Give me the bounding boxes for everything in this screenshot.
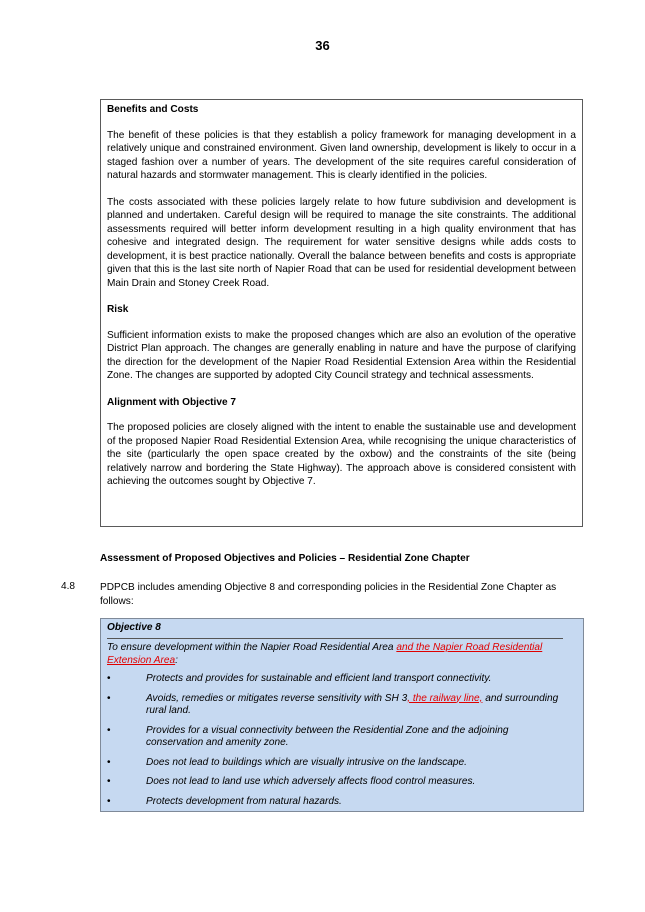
alignment-heading: Alignment with Objective 7: [107, 396, 236, 408]
risk-paragraph: Sufficient information exists to make the proposed changes which are also an evolution of the operative District Plan approach. The changes are generally enabling in nature and have the purpose of clarifying the direction for the development of the Napier Road Residential Extension Area within the Residential Zone. The changes are supported by adopted City Council strategy and technical assessments.: [107, 329, 576, 381]
bullet-icon: •: [107, 724, 111, 736]
list-item-text: Protects development from natural hazards.: [146, 795, 342, 807]
paragraph-text: PDPCB includes amending Objective 8 and corresponding policies in the Residential Zone Chapter as follows:: [100, 582, 557, 607]
list-item: [101, 776, 583, 789]
benefits-costs-box: [100, 99, 583, 527]
assessment-heading: Assessment of Proposed Objectives and Policies – Residential Zone Chapter: [100, 553, 470, 564]
list-item-text: Avoids, remedies or mitigates reverse sensitivity with SH 3: [146, 692, 408, 704]
list-item: [101, 725, 583, 750]
risk-heading: Risk: [107, 304, 129, 315]
bullet-icon: •: [107, 776, 111, 787]
benefits-paragraph-1: The benefit of these policies is that they establish a policy framework for managing development in a relatively unique and constrained environment. Given land ownership, development is likely to occur in a staged fashion over a number of years. The development of the site requires careful consideration of natural hazards and stormwater management. This is clearly identified in the policies.: [107, 129, 576, 181]
list-item-text: Protects and provides for sustainable and efficient land transport connectivity.: [146, 673, 492, 684]
list-item-text: Does not lead to land use which adversely affects flood control measures.: [146, 776, 476, 787]
list-item-text: and surrounding rural land.: [146, 692, 559, 716]
paragraph-number: 4.8: [61, 581, 76, 592]
bullet-icon: •: [107, 673, 111, 684]
inserted-text: and the Napier Road Residential Extension Area: [107, 642, 543, 666]
bullet-icon: •: [107, 692, 111, 704]
benefits-heading: Benefits and Costs: [107, 104, 199, 115]
benefits-paragraph-2: The costs associated with these policies largely relate to how future subdivision and development is planned and undertaken. Careful design will be required to manage the site constraints. The additional assessments required will better inform development resulting in a high quality environment that has cohesive and integrated design. The requirement for water sensitive designs while adds costs to development, it is best practice nationally. Overall the balance between benefits and costs is appropriate given that this is the last site north of Napier Road that can be used for residential development between Main Drain and Stoney Creek Road.: [107, 196, 576, 289]
intro-text: To ensure development within the Napier Road Residential Area: [107, 642, 397, 653]
list-item: [101, 673, 583, 686]
objective-title: Objective 8: [107, 622, 161, 633]
list-item-text: Provides for a visual connectivity between the Residential Zone and the adjoining conservation and amenity zone.: [146, 724, 509, 748]
alignment-paragraph: The proposed policies are closely aligned with the intent to enable the sustainable use and development of the proposed Napier Road Residential Extension Area, while recognising the unique characteristics of the site (particularly the open space created by the oxbow) and the constraints of the site (being relatively narrow and bordering the State Highway). The approach above is considered consistent with achieving the outcomes sought by Objective 7.: [107, 422, 576, 487]
objective-list: [101, 673, 583, 808]
list-item: [101, 796, 583, 809]
list-item-text: Does not lead to buildings which are visually intrusive on the landscape.: [146, 756, 467, 768]
list-item: [101, 693, 583, 718]
bullet-icon: •: [107, 795, 111, 807]
objective-intro: [101, 639, 583, 667]
inserted-text: , the railway line,: [407, 692, 483, 704]
intro-colon: :: [175, 654, 178, 666]
objective-8-box: [100, 618, 584, 812]
page-number: 36: [315, 38, 330, 53]
bullet-icon: •: [107, 756, 111, 768]
list-item: [101, 757, 583, 770]
